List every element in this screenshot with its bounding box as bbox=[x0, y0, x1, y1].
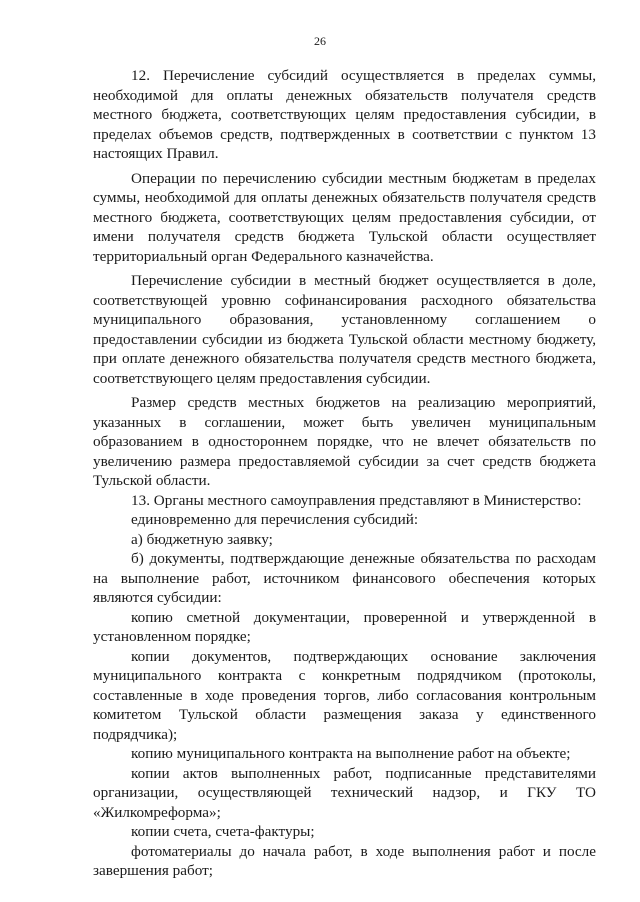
paragraph-one-time-transfer: единовременно для перечисления субсидий: bbox=[131, 511, 419, 528]
list-item-contract-basis-documents: копии документов, подтверждающих основание заключения муниципального контракта с конкретным подрядчиком (протоколы, составленные в ходе проведения торгов, либо согласования контрольным комитетом Тульской области размещения заказа у единственного подрядчика); bbox=[93, 647, 596, 743]
list-item-municipal-contract-copy: копию муниципального контракта на выполнение работ на объекте; bbox=[131, 745, 571, 762]
paragraph-local-budget-increase: Размер средств местных бюджетов на реализацию мероприятий, указанных в соглашении, может быть увеличен муниципальным образованием в одностороннем порядке, что не влечет обязательств по увеличению размера предоставляемой субсидии за счет средств бюджета Тульской области. bbox=[93, 394, 596, 489]
list-item-photo-materials: фотоматериалы до начала работ, в ходе выполнения работ и после завершения работ; bbox=[93, 842, 596, 879]
paragraph-transfer-operations: Операции по перечислению субсидии местным бюджетам в пределах суммы, необходимой для оплаты денежных обязательств получателя средств местного бюджета, соответствующих целям предоставления субсидии, от имени получателя средств бюджета Тульской области осуществляет территориальный орган Федерального казначейства. bbox=[93, 169, 596, 265]
paragraph-12-transfer-limits: 12. Перечисление субсидий осуществляется в пределах суммы, необходимой для оплаты денежных обязательств получателя средств местного бюджета, соответствующих целям предоставления субсидии, в пределах объемов средств, подтвержденных в соответствии с пунктом 13 настоящих Правил. bbox=[93, 67, 596, 162]
document-body bbox=[93, 66, 596, 881]
list-item-estimate-documentation: копию сметной документации, проверенной и утвержденной в установленном порядке; bbox=[93, 608, 596, 645]
list-item-b-supporting-documents: б) документы, подтверждающие денежные обязательства по расходам на выполнение работ, источником финансового обеспечения которых являются субсидии: bbox=[93, 550, 596, 606]
page-number: 26 bbox=[314, 34, 326, 48]
paragraph-13-documents-intro: 13. Органы местного самоуправления представляют в Министерство: bbox=[131, 491, 582, 509]
list-item-a-budget-request: а) бюджетную заявку; bbox=[131, 530, 273, 548]
list-item-completed-works-acts: копии актов выполненных работ, подписанные представителями организации, осуществляющей технический надзор, и ГКУ ТО «Жилкомреформа»; bbox=[93, 764, 596, 821]
list-item-invoices: копии счета, счета-фактуры; bbox=[131, 823, 315, 840]
paragraph-cofinancing-share: Перечисление субсидии в местный бюджет осуществляется в доле, соответствующей уровню софинансирования расходного обязательства муниципального образования, установленному соглашением о предоставлении субсидии из бюджета Тульской области местному бюджету, при оплате денежного обязательства получателя средств местного бюджета, соответствующего целям предоставления субсидии. bbox=[93, 272, 596, 387]
